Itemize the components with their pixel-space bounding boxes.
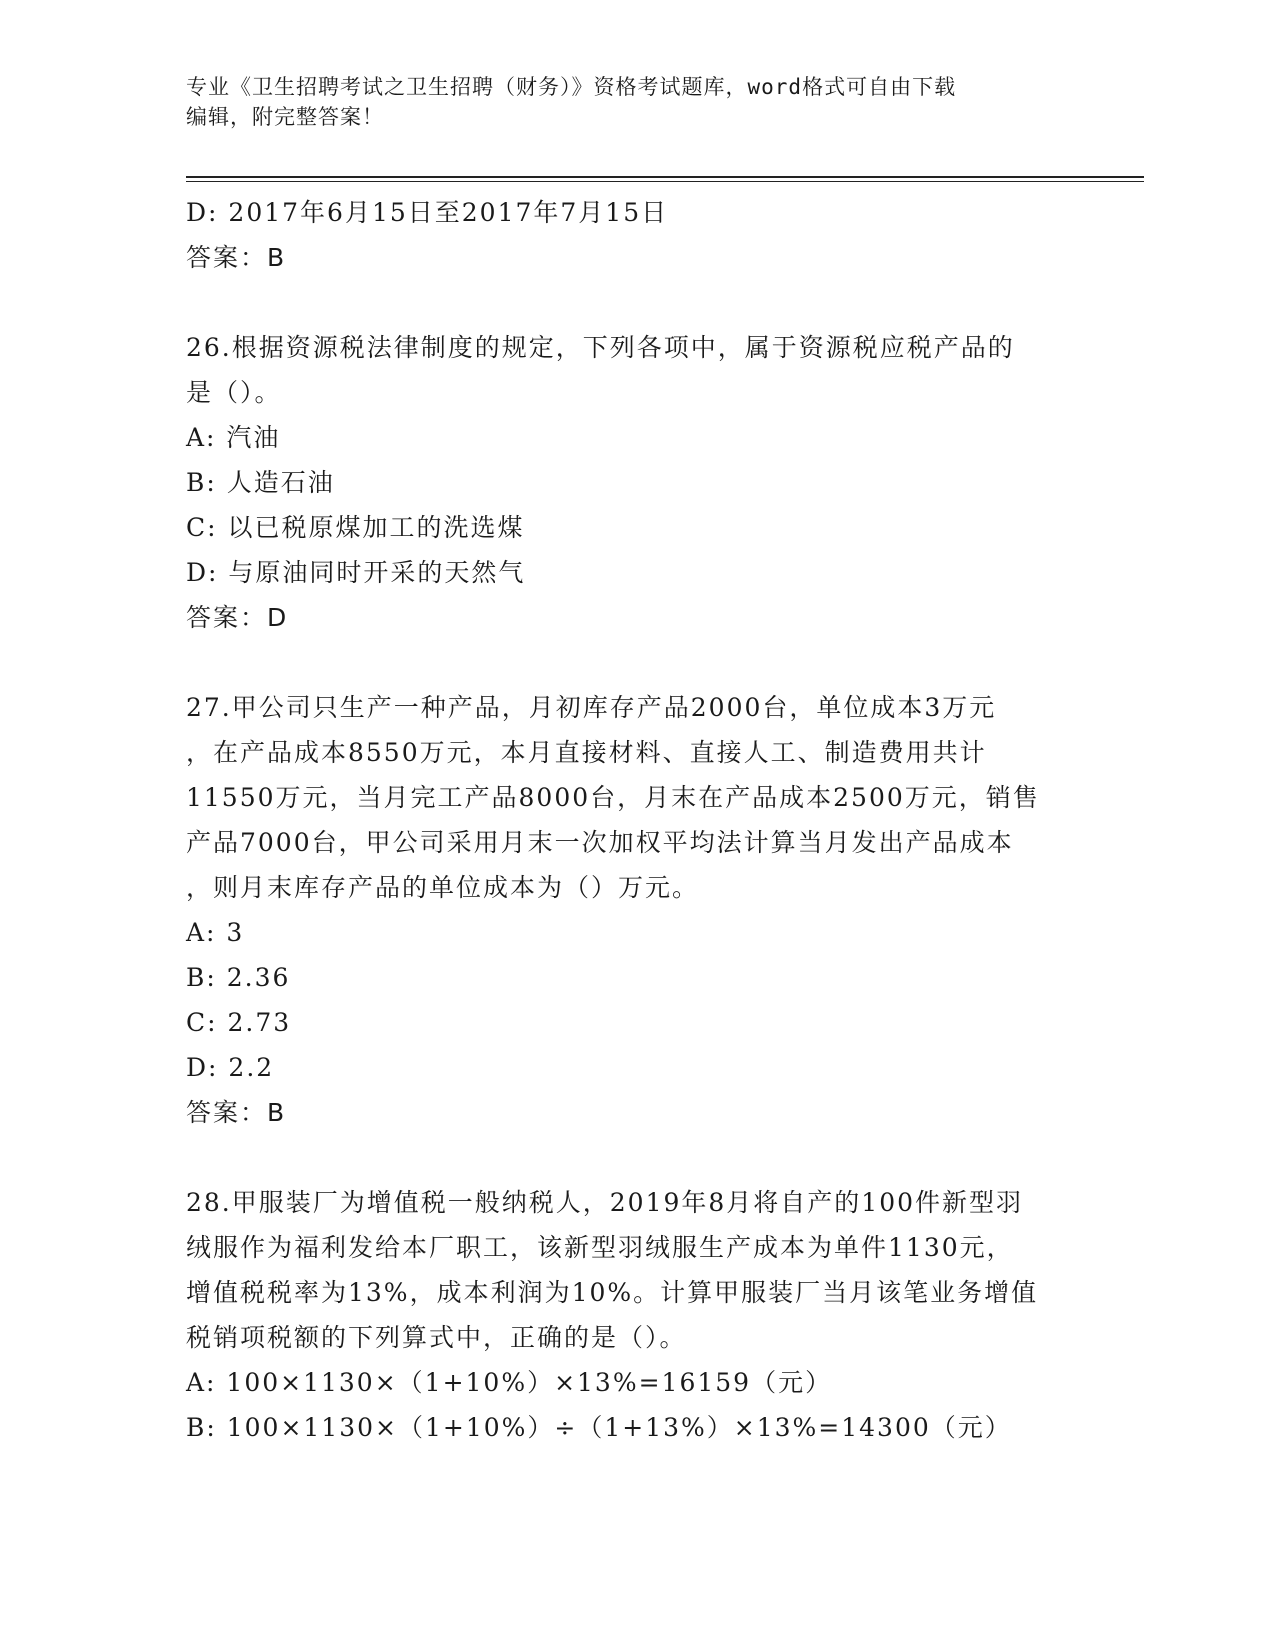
spacer	[186, 640, 1066, 685]
question-text-line: 是（）。	[186, 378, 282, 407]
question-27	[186, 685, 1066, 1135]
option-d: D: 与原油同时开采的天然气	[186, 558, 526, 587]
question-text-line: 11550万元，当月完工产品8000台，月末在产品成本2500万元，销售	[186, 783, 1040, 812]
header-line-1: 专业《卫生招聘考试之卫生招聘（财务）》资格考试题库，word格式可自由下载	[186, 75, 957, 99]
question-text-line: 26.根据资源税法律制度的规定，下列各项中，属于资源税应税产品的	[186, 333, 1015, 362]
option-a: A: 3	[186, 918, 245, 947]
question-28	[186, 1180, 1066, 1450]
question-text-line: 税销项税额的下列算式中，正确的是（）。	[186, 1323, 687, 1352]
prev-option-d: D: 2017年6月15日至2017年7月15日	[186, 198, 669, 227]
question-text-line: ，在产品成本8550万元，本月直接材料、直接人工、制造费用共计	[186, 738, 987, 767]
answer: 答案：B	[186, 1098, 287, 1127]
header-divider-thick	[186, 176, 1144, 178]
option-a: A: 100×1130×（1+10%）×13%=16159（元）	[186, 1368, 833, 1397]
spacer	[186, 280, 1066, 325]
option-a: A: 汽油	[186, 423, 281, 452]
question-26	[186, 325, 1066, 640]
prev-answer: 答案：B	[186, 243, 287, 272]
page-header	[186, 72, 1086, 132]
answer: 答案：D	[186, 603, 289, 632]
question-text-line: 28.甲服装厂为增值税一般纳税人，2019年8月将自产的100件新型羽	[186, 1188, 1024, 1217]
question-text-line: 产品7000台，甲公司采用月末一次加权平均法计算当月发出产品成本	[186, 828, 1014, 857]
option-b: B: 人造石油	[186, 468, 335, 497]
option-c: C: 以已税原煤加工的洗选煤	[186, 513, 525, 542]
option-b: B: 100×1130×（1+10%）÷（1+13%）×13%=14300（元）	[186, 1413, 1012, 1442]
spacer	[186, 1135, 1066, 1180]
question-text-line: ，则月末库存产品的单位成本为（）万元。	[186, 873, 700, 902]
option-c: C: 2.73	[186, 1008, 292, 1037]
question-text-line: 27.甲公司只生产一种产品，月初库存产品2000台，单位成本3万元	[186, 693, 997, 722]
question-text-line: 增值税税率为13%，成本利润为10%。计算甲服装厂当月该笔业务增值	[186, 1278, 1039, 1307]
option-b: B: 2.36	[186, 963, 291, 992]
question-text-line: 绒服作为福利发给本厂职工，该新型羽绒服生产成本为单件1130元，	[186, 1233, 1014, 1262]
document-body	[186, 190, 1066, 1450]
option-d: D: 2.2	[186, 1053, 275, 1082]
header-divider-thin	[186, 181, 1144, 182]
header-line-2: 编辑，附完整答案！	[186, 105, 384, 129]
